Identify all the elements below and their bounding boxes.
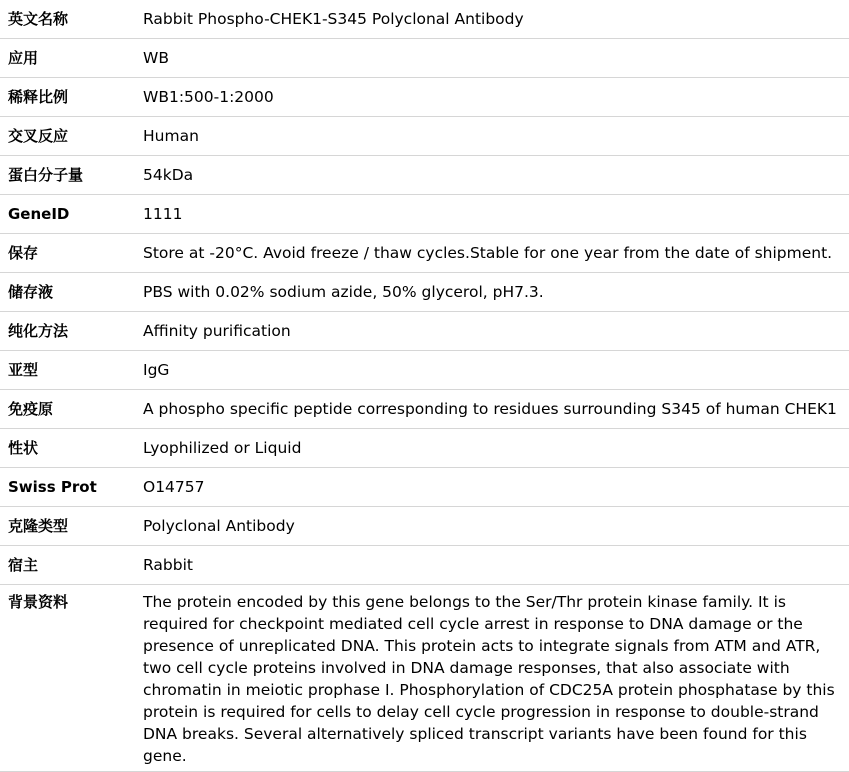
spec-row-form — [0, 429, 849, 468]
spec-value: Lyophilized or Liquid — [135, 429, 849, 468]
spec-value: Human — [135, 117, 849, 156]
spec-label: GeneID — [0, 195, 135, 234]
spec-label: 性状 — [0, 429, 135, 468]
spec-value: IgG — [135, 351, 849, 390]
spec-value: The protein encoded by this gene belongs to the Ser/Thr protein kinase family. It is required for checkpoint mediated cell cycle arrest in response to DNA damage or the presence of unreplicated DNA. This protein acts to integrate signals from ATM and ATR, two cell cycle proteins involved in DNA damage responses, that also associate with chromatin in meiotic prophase I. Phosphorylation of CDC25A protein phosphatase by this protein is required for cells to delay cell cycle progression in response to double-strand DNA breaks. Several alternatively spliced transcript variants have been found for this gene. — [135, 585, 849, 772]
spec-label: 应用 — [0, 39, 135, 78]
spec-label: 克隆类型 — [0, 507, 135, 546]
spec-row-purification — [0, 312, 849, 351]
spec-row-reactivity — [0, 117, 849, 156]
spec-row-swiss-prot — [0, 468, 849, 507]
spec-label: 英文名称 — [0, 0, 135, 39]
spec-label: 保存 — [0, 234, 135, 273]
spec-label: 背景资料 — [0, 585, 135, 772]
spec-value: 54kDa — [135, 156, 849, 195]
spec-value: Rabbit Phospho-CHEK1-S345 Polyclonal Antibody — [135, 0, 849, 39]
spec-value: Polyclonal Antibody — [135, 507, 849, 546]
spec-label: 亚型 — [0, 351, 135, 390]
spec-row-background — [0, 585, 849, 772]
spec-row-isotype — [0, 351, 849, 390]
spec-value: WB — [135, 39, 849, 78]
spec-label: 纯化方法 — [0, 312, 135, 351]
spec-row-dilution — [0, 78, 849, 117]
spec-value: PBS with 0.02% sodium azide, 50% glycerol, pH7.3. — [135, 273, 849, 312]
spec-value: Store at -20°C. Avoid freeze / thaw cycles.Stable for one year from the date of shipment. — [135, 234, 849, 273]
spec-value: Affinity purification — [135, 312, 849, 351]
spec-label: 交叉反应 — [0, 117, 135, 156]
spec-label: 免疫原 — [0, 390, 135, 429]
spec-row-immunogen — [0, 390, 849, 429]
spec-label: 稀释比例 — [0, 78, 135, 117]
spec-row-molecular-weight — [0, 156, 849, 195]
spec-row-english-name — [0, 0, 849, 39]
spec-value: WB1:500-1:2000 — [135, 78, 849, 117]
spec-label: 宿主 — [0, 546, 135, 585]
spec-row-clonality — [0, 507, 849, 546]
spec-value: A phospho specific peptide corresponding to residues surrounding S345 of human CHEK1 — [135, 390, 849, 429]
spec-row-storage — [0, 234, 849, 273]
spec-value: Rabbit — [135, 546, 849, 585]
spec-row-host — [0, 546, 849, 585]
spec-value: 1111 — [135, 195, 849, 234]
spec-label: 储存液 — [0, 273, 135, 312]
spec-label: Swiss Prot — [0, 468, 135, 507]
spec-row-gene-id — [0, 195, 849, 234]
spec-label: 蛋白分子量 — [0, 156, 135, 195]
spec-value: O14757 — [135, 468, 849, 507]
spec-row-application — [0, 39, 849, 78]
spec-row-storage-buffer — [0, 273, 849, 312]
